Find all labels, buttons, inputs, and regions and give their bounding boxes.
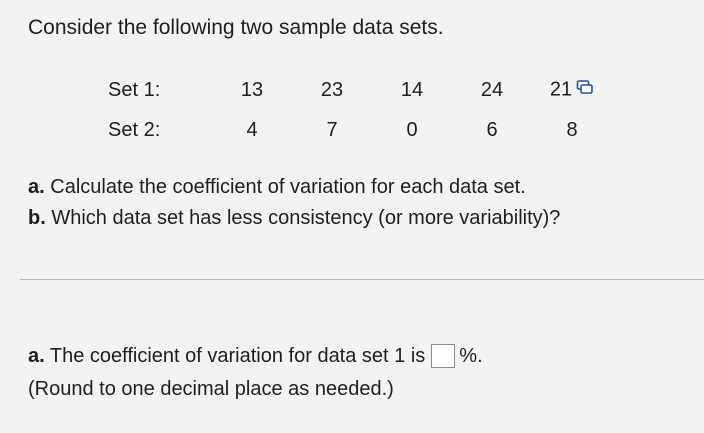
question-a bbox=[28, 176, 526, 199]
set-1-value: 24 bbox=[480, 78, 504, 101]
set-2-label: Set 2: bbox=[108, 118, 161, 141]
data-sets-table bbox=[108, 70, 612, 150]
set-2-value: 4 bbox=[246, 118, 258, 141]
question-b-text: Which data set has less consistency (or more variability)? bbox=[51, 207, 561, 229]
answer-input-box[interactable] bbox=[431, 344, 455, 368]
rounding-hint: (Round to one decimal place as needed.) bbox=[28, 378, 394, 400]
problem-intro: Consider the following two sample data sets. bbox=[28, 16, 444, 39]
answer-line bbox=[28, 344, 483, 368]
set-1-value: 14 bbox=[400, 78, 424, 101]
section-divider bbox=[20, 279, 704, 280]
set-1-value-cell bbox=[532, 70, 612, 110]
set-1-value: 13 bbox=[240, 78, 264, 101]
copy-data-icon[interactable] bbox=[576, 78, 594, 102]
question-a-text: Calculate the coefficient of variation for each data set. bbox=[50, 176, 526, 198]
answer-suffix: %. bbox=[459, 345, 483, 367]
answer-letter: a. bbox=[28, 345, 45, 367]
question-b bbox=[28, 207, 560, 230]
set-1-value: 21 bbox=[549, 78, 573, 101]
table-row bbox=[108, 110, 612, 150]
set-1-label: Set 1: bbox=[108, 78, 161, 101]
set-2-value: 7 bbox=[326, 118, 338, 141]
set-1-value: 23 bbox=[320, 78, 344, 101]
table-row bbox=[108, 70, 612, 110]
answer-prefix: The coefficient of variation for data set 1 is bbox=[49, 345, 426, 367]
question-a-letter: a. bbox=[28, 176, 45, 198]
set-2-value: 0 bbox=[406, 118, 418, 141]
question-b-letter: b. bbox=[28, 207, 46, 229]
set-2-value: 6 bbox=[486, 118, 498, 141]
set-2-value: 8 bbox=[566, 118, 578, 141]
